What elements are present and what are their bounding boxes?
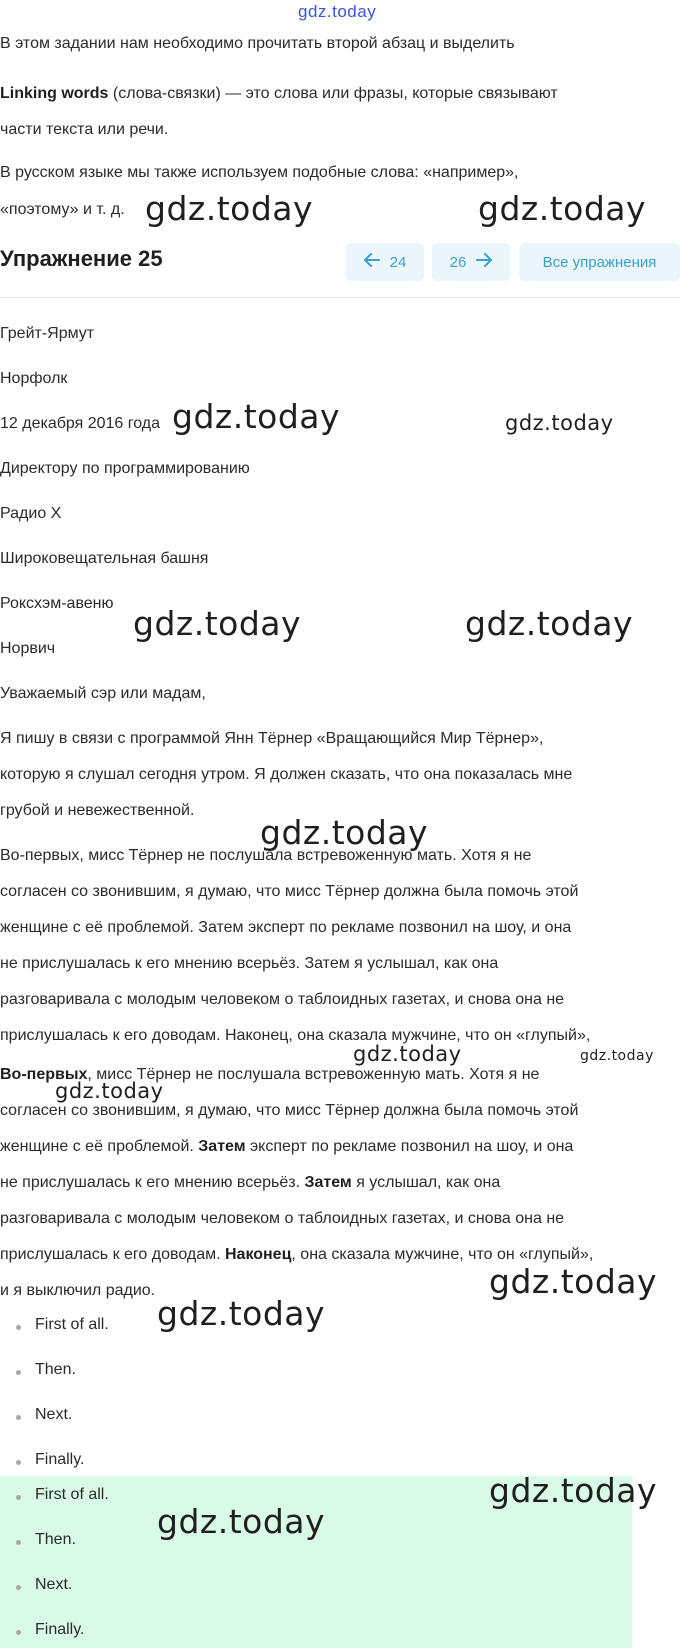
letter-date: 12 декабря 2016 года [0, 415, 161, 432]
answer-line [0, 1129, 573, 1165]
all-exercises-label: Все упражнения [542, 253, 657, 271]
address-line: Радио X [0, 505, 62, 522]
russian-example-line-2: «поэтому» и т. д. [0, 201, 125, 218]
watermark: gdz.today [489, 1262, 658, 1301]
answer-line: разговаривала с молодым человеком о таблоидных газетах, и снова она не [0, 1210, 565, 1227]
all-exercises-button[interactable] [519, 243, 680, 281]
watermark: gdz.today [145, 189, 314, 228]
prev-exercise-label: 24 [389, 253, 407, 271]
address-line: Норвич [0, 640, 56, 657]
bullet-dot [16, 1495, 21, 1500]
watermark: gdz.today [55, 1079, 164, 1103]
bullet-dot [16, 1325, 21, 1330]
answer-line: согласен со звонившим, я думаю, что мисс Тёрнер должна была помочь этой [0, 1102, 579, 1119]
linking-word: Затем [198, 1138, 246, 1155]
watermark: gdz.today [260, 813, 429, 852]
linking-words-definition [0, 76, 558, 112]
list-item: First of all. [35, 1316, 109, 1333]
paragraph-line: разговаривала с молодым человеком о таблоидных газетах, и снова она не [0, 991, 565, 1008]
address-line: Роксхэм-авеню [0, 595, 114, 612]
watermark: gdz.today [157, 1294, 326, 1333]
paragraph-line: Я пишу в связи с программой Янн Тёрнер «Вращающийся Мир Тёрнер», [0, 730, 544, 747]
answer-text: эксперт по рекламе позвонил на шоу, и она [245, 1138, 574, 1155]
site-logo[interactable]: gdz.today [298, 2, 377, 21]
address-line: Норфолк [0, 370, 68, 387]
definition-text: (слова-связки) — это слова или фразы, которые связывают [108, 85, 558, 102]
watermark: gdz.today [489, 1471, 658, 1510]
header-divider [0, 297, 680, 298]
bullet-dot [16, 1460, 21, 1465]
answer-line: и я выключил радио. [0, 1282, 156, 1299]
exercise-title: Упражнение 25 [0, 246, 163, 271]
list-item: Then. [35, 1361, 76, 1378]
watermark: gdz.today [580, 1048, 654, 1064]
answer-list-item: First of all. [35, 1486, 109, 1503]
linking-word: Наконец [224, 1246, 292, 1263]
paragraph-line: Во-первых, мисс Тёрнер не послушала встревоженную мать. Хотя я не [0, 847, 532, 864]
address-line: Широковещательная башня [0, 550, 209, 567]
watermark: gdz.today [353, 1042, 462, 1066]
answer-text: , она сказала мужчине, что он «глупый», [291, 1246, 594, 1263]
answer-list-item: Finally. [35, 1621, 85, 1638]
address-line: Директору по программированию [0, 460, 250, 477]
next-exercise-button[interactable] [432, 243, 510, 281]
intro-line: В этом задании нам необходимо прочитать второй абзац и выделить [0, 35, 515, 52]
linking-word: Во-первых [0, 1066, 88, 1083]
bullet-dot [16, 1540, 21, 1545]
watermark: gdz.today [133, 604, 302, 643]
paragraph-line: женщине с её проблемой. Затем эксперт по рекламе позвонил на шоу, и она [0, 919, 572, 936]
list-item: Finally. [35, 1451, 85, 1468]
arrow-left-icon [364, 253, 380, 271]
answer-text: я услышал, как она [351, 1174, 501, 1191]
answer-line [0, 1165, 500, 1201]
address-line: Грейт-Ярмут [0, 325, 95, 342]
bullet-dot [16, 1370, 21, 1375]
answer-list-item: Next. [35, 1576, 73, 1593]
paragraph-line: прислушалась к его доводам. Наконец, она сказала мужчине, что он «глупый», [0, 1027, 591, 1044]
paragraph-line: согласен со звонившим, я думаю, что мисс Тёрнер должна была помочь этой [0, 883, 579, 900]
linking-word: Затем [304, 1174, 352, 1191]
watermark: gdz.today [478, 189, 647, 228]
prev-exercise-button[interactable] [346, 243, 424, 281]
list-item: Next. [35, 1406, 73, 1423]
paragraph-line: которую я слушал сегодня утром. Я должен сказать, что она показалась мне [0, 766, 573, 783]
paragraph-line: не прислушалась к его мнению всерьёз. Затем я услышал, как она [0, 955, 499, 972]
paragraph-line: грубой и невежественной. [0, 802, 195, 819]
russian-example-line: В русском языке мы также используем подобные слова: «например», [0, 164, 519, 181]
bullet-dot [16, 1630, 21, 1635]
linking-words-term: Linking words [0, 85, 109, 102]
answer-text: , мисс Тёрнер не послушала встревоженную мать. Хотя я не [87, 1066, 540, 1083]
watermark: gdz.today [172, 397, 341, 436]
next-exercise-label: 26 [449, 253, 467, 271]
answer-list-item: Then. [35, 1531, 76, 1548]
arrow-right-icon [476, 253, 492, 271]
letter-greeting: Уважаемый сэр или мадам, [0, 685, 206, 702]
watermark: gdz.today [157, 1502, 326, 1541]
watermark: gdz.today [465, 604, 634, 643]
bullet-dot [16, 1415, 21, 1420]
watermark: gdz.today [505, 411, 614, 435]
answer-text: женщине с её проблемой. [0, 1138, 199, 1155]
answer-text: прислушалась к его доводам. [0, 1246, 225, 1263]
answer-text: не прислушалась к его мнению всерьёз. [0, 1174, 305, 1191]
definition-continuation: части текста или речи. [0, 121, 169, 138]
bullet-dot [16, 1585, 21, 1590]
